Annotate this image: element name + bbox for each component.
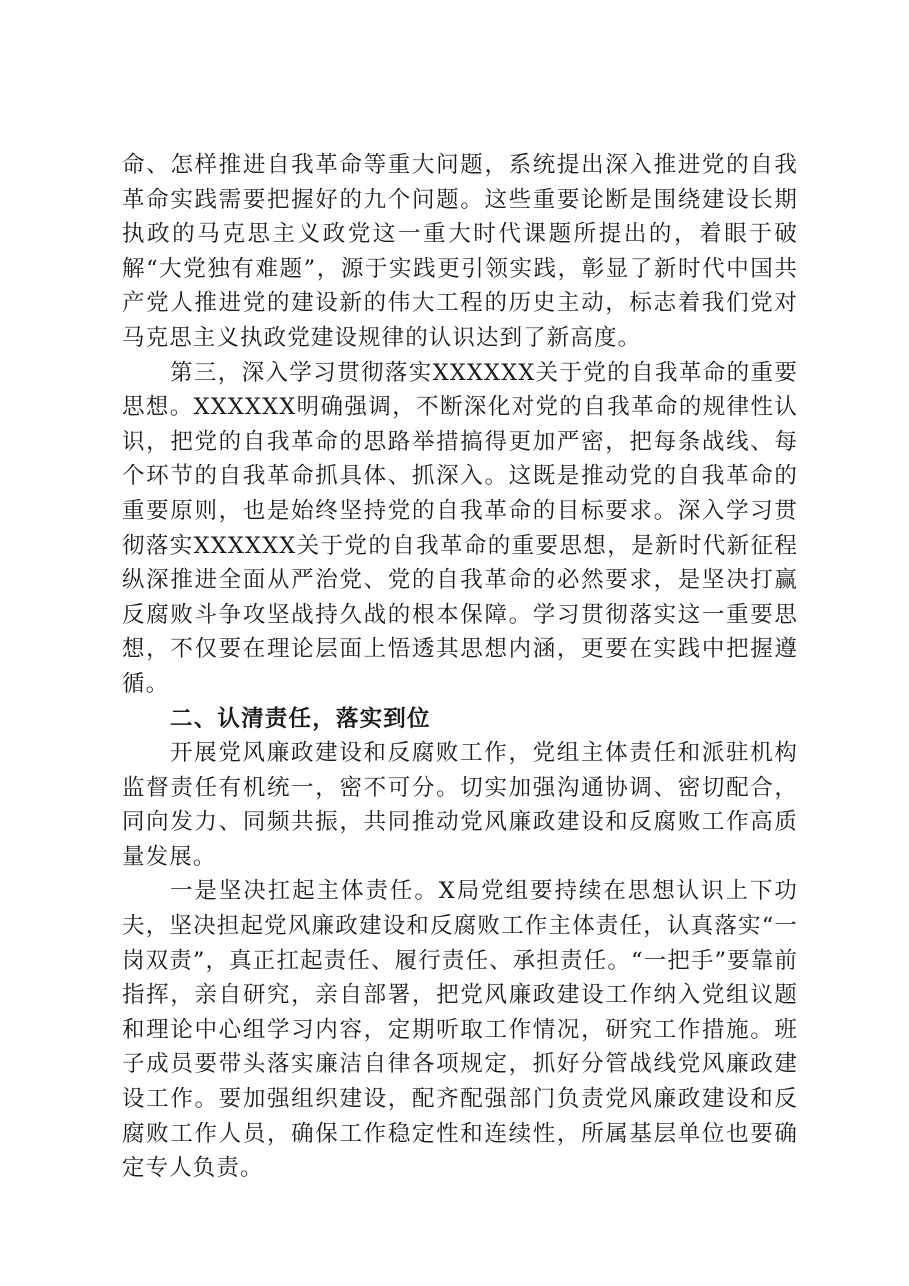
paragraph-continuation: 命、怎样推进自我革命等重大问题，系统提出深入推进党的自我革命实践需要把握好的九个问题。这些重要论断是围绕建设长期执政的马克思主义政党这一重大时代课题所提出的，着眼于破解“大党独有难题”，源于实践更引领实践，彰显了新时代中国共产党人推进党的建设新的伟大工程的历史主动，标志着我们党对马克思主义执政党建设规律的认识达到了新高度。 — [122, 152, 798, 351]
document-page — [122, 148, 798, 1186]
paragraph-main-responsibility: 一是坚决扛起主体责任。X局党组要持续在思想认识上下功夫，坚决担起党风廉政建设和反腐败工作主体责任，认真落实“一岗双责”，真正扛起责任、履行责任、承担责任。“一把手”要靠前指挥，亲自研究，亲自部署，把党风廉政建设工作纳入党组议题和理论中心组学习内容，定期听取工作情况，研究工作措施。班子成员要带头落实廉洁自律各项规定，抓好分管战线党风廉政建设工作。要加强组织建设，配齐配强部门负责党风廉政建设和反腐败工作人员，确保工作稳定性和连续性，所属基层单位也要确定专人负责。 — [122, 878, 798, 1182]
paragraph-section-intro: 开展党风廉政建设和反腐败工作，党组主体责任和派驻机构监督责任有机统一，密不可分。切实加强沟通协调、密切配合，同向发力、同频共振，共同推动党风廉政建设和反腐败工作高质量发展。 — [122, 740, 798, 870]
paragraph-third-point: 第三，深入学习贯彻落实XXXXXX关于党的自我革命的重要思想。XXXXXX明确强调，不断深化对党的自我革命的规律性认识，把党的自我革命的思路举措搞得更加严密，把每条战线、每个环节的自我革命抓具体、抓深入。这既是推动党的自我革命的重要原则，也是始终坚持党的自我革命的目标要求。深入学习贯彻落实XXXXXX关于党的自我革命的重要思想，是新时代新征程纵深推进全面从严治党、党的自我革命的必然要求，是坚决打赢反腐败斗争攻坚战持久战的根本保障。学习贯彻落实这一重要思想，不仅要在理论层面上悟透其思想内涵，更要在实践中把握遵循。 — [122, 359, 798, 697]
section-heading: 二、认清责任，落实到位 — [170, 705, 431, 732]
